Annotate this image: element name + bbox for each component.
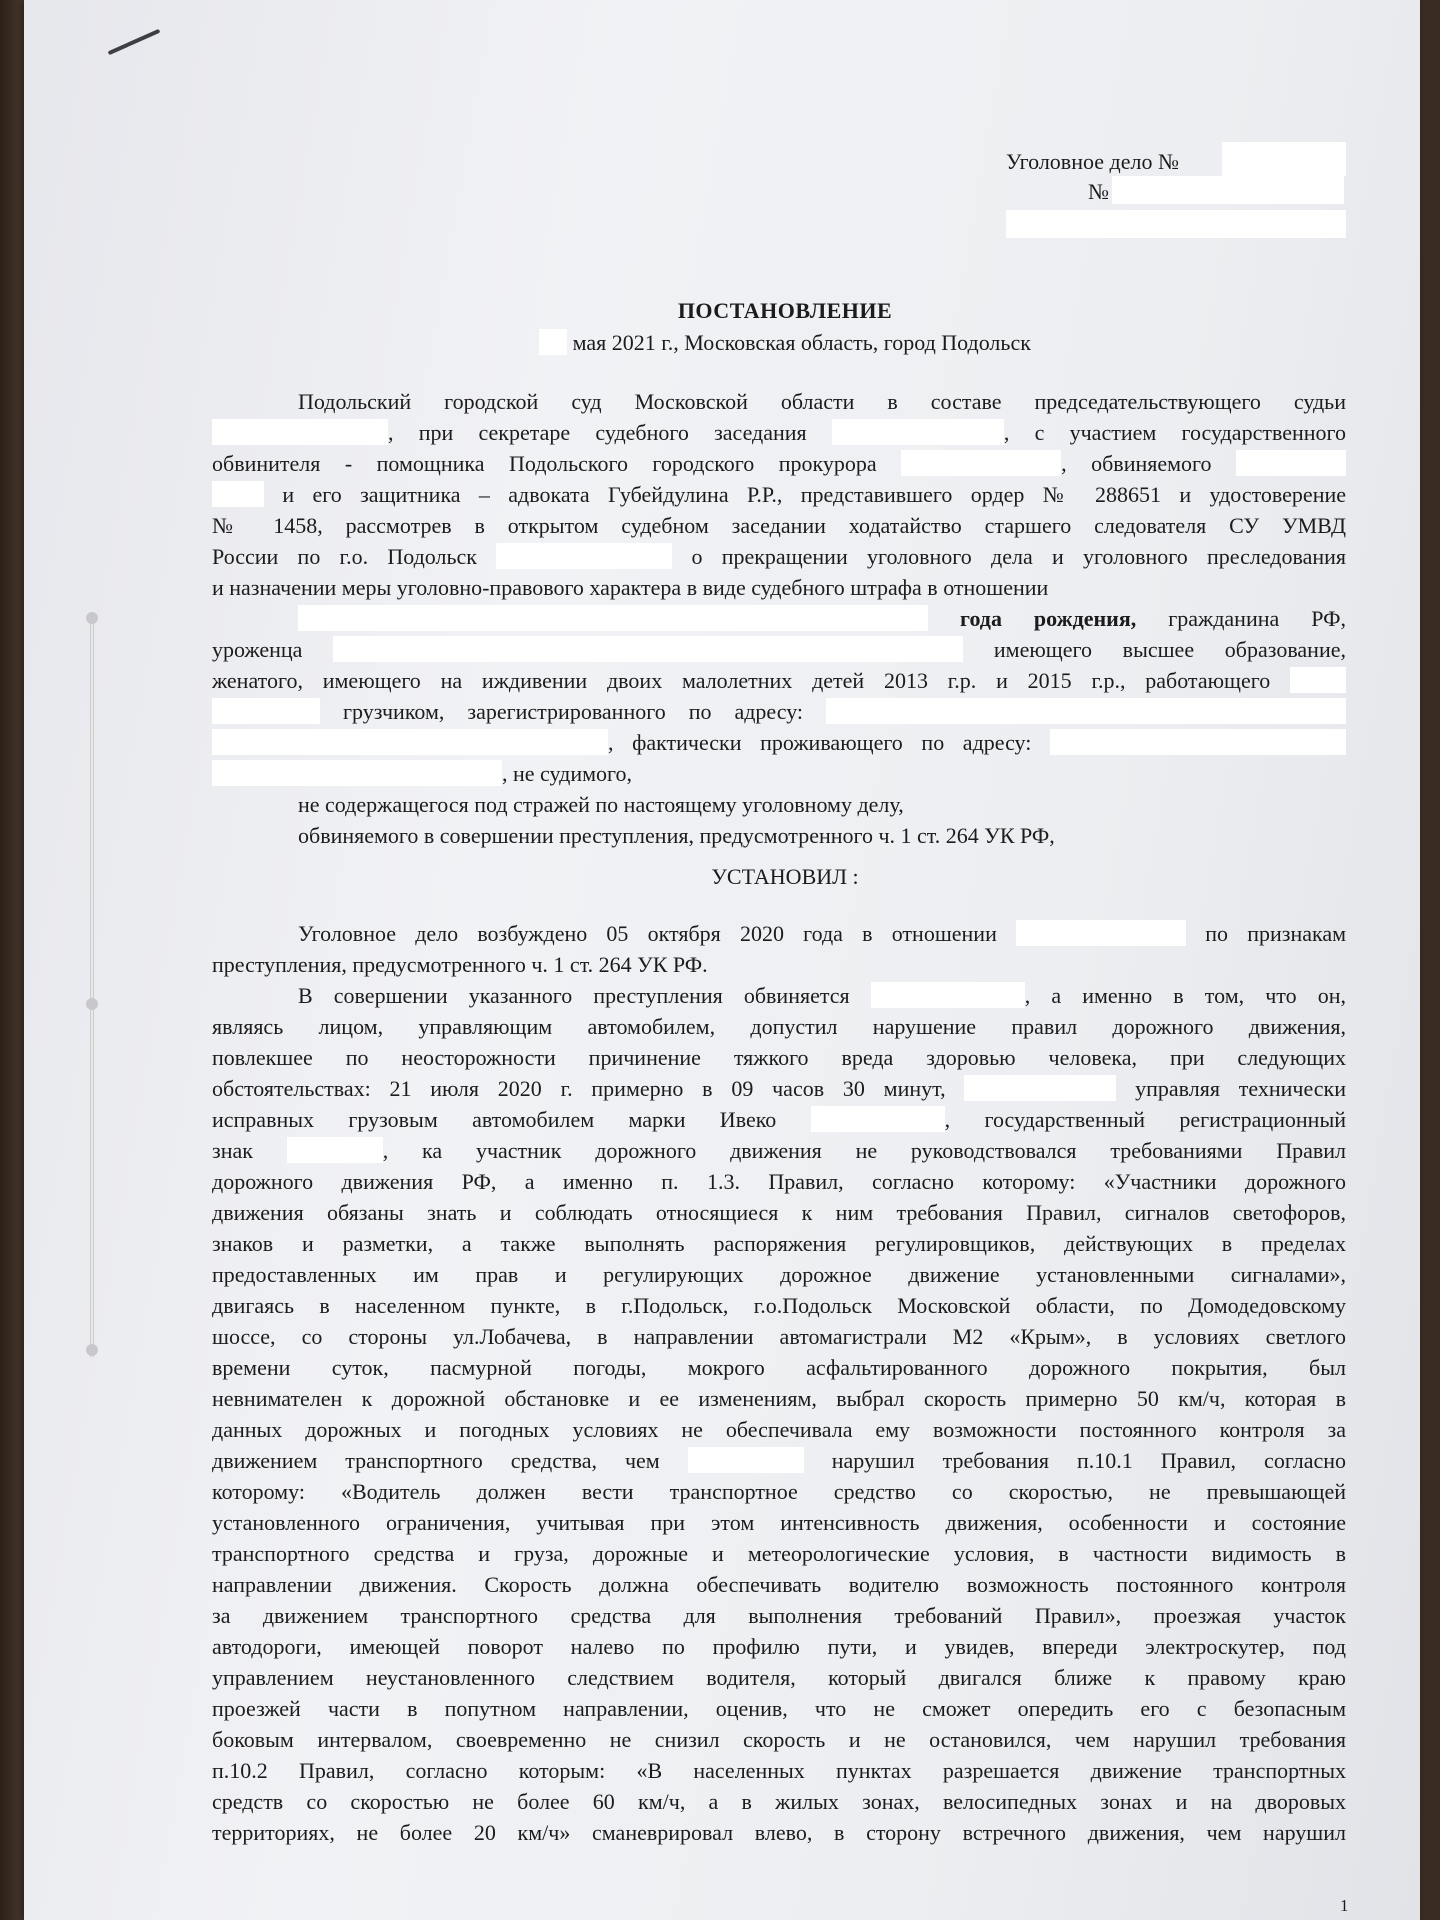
text-line: невнимателен к дорожной обстановке и ее изменениям, выбрал скорость примерно 50 км/ч, которая в xyxy=(212,1386,1346,1411)
text-line: шоссе, со стороны ул.Лобачева, в направлении автомагистрали М2 «Крым», в условиях светлого xyxy=(212,1324,1346,1349)
text-line: года рождения, гражданина РФ, xyxy=(212,603,1346,634)
redaction-box xyxy=(1050,729,1346,755)
text-line: не содержащегося под стражей по настоящему уголовному делу, xyxy=(298,792,904,817)
text-line: за движением транспортного средства для выполнения требований Правил», проезжая участок xyxy=(212,1603,1346,1628)
redaction-box xyxy=(964,1075,1116,1101)
case-label-text: Уголовное дело № xyxy=(1006,149,1179,174)
text-line: которому: «Водитель должен вести транспортное средство со скоростью, не превышающей xyxy=(212,1479,1346,1504)
redaction-box xyxy=(1006,210,1346,238)
redaction-box xyxy=(826,698,1346,724)
text-line: дорожного движения РФ, а именно п. 1.3. Правил, согласно которому: «Участники дорожного xyxy=(212,1169,1346,1194)
staple xyxy=(108,29,161,55)
redaction-box xyxy=(1112,176,1344,204)
redaction-box xyxy=(1290,667,1346,693)
redaction-box xyxy=(496,543,672,569)
text-line: , при секретаре судебного заседания , с участием государственного xyxy=(212,417,1346,448)
text-line: установленного ограничения, учитывая при этом интенсивность движения, особенности и состояние xyxy=(212,1510,1346,1535)
case-number-label xyxy=(1006,148,1179,176)
text-line: времени суток, пасмурной погоды, мокрого асфальтированного дорожного покрытия, был xyxy=(212,1355,1346,1380)
redaction-box xyxy=(333,636,963,662)
text-line: средств со скоростью не более 60 км/ч, а в жилых зонах, велосипедных зонах и на дворовых xyxy=(212,1789,1346,1814)
text-line: двигаясь в населенном пункте, в г.Подольск, г.о.Подольск Московской области, по Домодедовскому xyxy=(212,1293,1346,1318)
text-line: уроженца имеющего высшее образование, xyxy=(212,637,1346,662)
redaction-box xyxy=(298,605,928,631)
text-line: являясь лицом, управляющим автомобилем, допустил нарушение правил дорожного движения, xyxy=(212,1014,1346,1039)
desk-background xyxy=(0,0,26,1920)
number-label xyxy=(1088,178,1109,206)
redaction-box xyxy=(832,419,1004,445)
redaction-box xyxy=(212,760,502,786)
text-line: и его защитника – адвоката Губейдулина Р.Р., представившего ордер № 288651 и удостоверение xyxy=(212,479,1346,510)
text-line: движением транспортного средства, чем нарушил требования п.10.1 Правил, согласно xyxy=(212,1448,1347,1473)
text-line: обвиняемого в совершении преступления, предусмотренного ч. 1 ст. 264 УК РФ, xyxy=(298,823,1055,848)
date-place xyxy=(220,329,1350,356)
text-line: России по г.о. Подольск о прекращении уголовного дела и уголовного преследования xyxy=(212,544,1347,569)
text-line: движения обязаны знать и соблюдать относящиеся к ним требования Правил, сигналов светофоров, xyxy=(212,1200,1346,1225)
text-line: п.10.2 Правил, согласно которым: «В населенных пунктах разрешается движение транспортных xyxy=(212,1758,1346,1783)
text-line: данных дорожных и погодных условиях не обеспечивала ему возможности постоянного контроля за xyxy=(212,1417,1346,1442)
text-line: и назначении меры уголовно-правового характера в виде судебного штрафа в отношении xyxy=(212,575,1049,600)
text-line: знаков и разметки, а также выполнять распоряжения регулировщиков, действующих в пределах xyxy=(212,1231,1346,1256)
binding-hole xyxy=(86,998,98,1010)
redaction-box xyxy=(901,450,1061,476)
text-line: Уголовное дело возбуждено 05 октября 2020 года в отношении по признакам xyxy=(298,921,1347,946)
text-line: знак , ка участник дорожного движения не руководствовался требованиями Правил xyxy=(212,1138,1346,1163)
binding-thread xyxy=(90,618,94,1358)
redaction-box xyxy=(539,329,567,355)
redaction-box xyxy=(871,982,1025,1008)
text-line: территориях, не более 20 км/ч» сманеврировал влево, в сторону встречного движения, чем нарушил xyxy=(212,1820,1346,1845)
redaction-box xyxy=(212,729,608,755)
redaction-box xyxy=(688,1447,804,1473)
text-line: исправных грузовым автомобилем марки Ивеко , государственный регистрационный xyxy=(212,1107,1347,1132)
redaction-box xyxy=(287,1137,383,1163)
text-line: проезжей части в попутном направлении, оценив, что не сможет опередить его с безопасным xyxy=(212,1696,1346,1721)
redaction-box xyxy=(1016,920,1186,946)
text-line: В совершении указанного преступления обвиняется , а именно в том, что он, xyxy=(298,983,1346,1008)
text-line: управлением неустановленного следствием водителя, который двигался ближе к правому краю xyxy=(212,1665,1346,1690)
binding-hole xyxy=(86,612,98,624)
text-line: женатого, имеющего на иждивении двоих малолетних детей 2013 г.р. и 2015 г.р., работающего xyxy=(212,665,1346,696)
text-line: грузчиком, зарегистрированного по адресу: xyxy=(212,696,1346,727)
redaction-box xyxy=(1222,142,1346,176)
text-line: направлении движения. Скорость должна обеспечивать водителю возможность постоянного контроля xyxy=(212,1572,1346,1597)
text-line: № 1458, рассмотрев в открытом судебном заседании ходатайство старшего следователя СУ УМВД xyxy=(212,513,1346,538)
date-place-text: мая 2021 г., Московская область, город Подольск xyxy=(572,330,1031,355)
redaction-box xyxy=(811,1106,945,1132)
section-heading: УСТАНОВИЛ : xyxy=(711,864,859,889)
text-line: боковым интервалом, своевременно не снизил скорость и не остановился, чем нарушил требования xyxy=(212,1727,1346,1752)
text-line: транспортного средства и груза, дорожные и метеорологические условия, в частности видимость в xyxy=(212,1541,1346,1566)
document-title: ПОСТАНОВЛЕНИЕ xyxy=(677,298,893,323)
text-line: предоставленных им прав и регулирующих дорожное движение установленными сигналами», xyxy=(212,1262,1346,1287)
text-line: обвинителя - помощника Подольского городского прокурора , обвиняемого xyxy=(212,448,1346,479)
redaction-box xyxy=(212,481,264,507)
text-line: обстоятельствах: 21 июля 2020 г. примерно в 09 часов 30 минут, управляя технически xyxy=(212,1076,1347,1101)
intro-paragraph xyxy=(212,386,1346,851)
text-line: автодороги, имеющей поворот налево по профилю пути, и увидев, впереди электроскутер, под xyxy=(212,1634,1346,1659)
redaction-box xyxy=(212,698,320,724)
redaction-box xyxy=(212,419,388,445)
page-number: 1 xyxy=(1340,1896,1349,1915)
text-line: повлекшее по неосторожности причинение тяжкого вреда здоровью человека, при следующих xyxy=(212,1045,1346,1070)
redaction-box xyxy=(1236,450,1346,476)
text-line: , не судимого, xyxy=(212,758,1346,789)
text-line: , фактически проживающего по адресу: xyxy=(212,727,1346,758)
body-paragraph xyxy=(212,918,1346,1848)
number-label-text: № xyxy=(1088,179,1109,204)
binding-hole xyxy=(86,1344,98,1356)
text-line: преступления, предусмотренного ч. 1 ст. 264 УК РФ. xyxy=(212,952,708,977)
text-line: Подольский городской суд Московской области в составе председательствующего судьи xyxy=(298,389,1346,414)
